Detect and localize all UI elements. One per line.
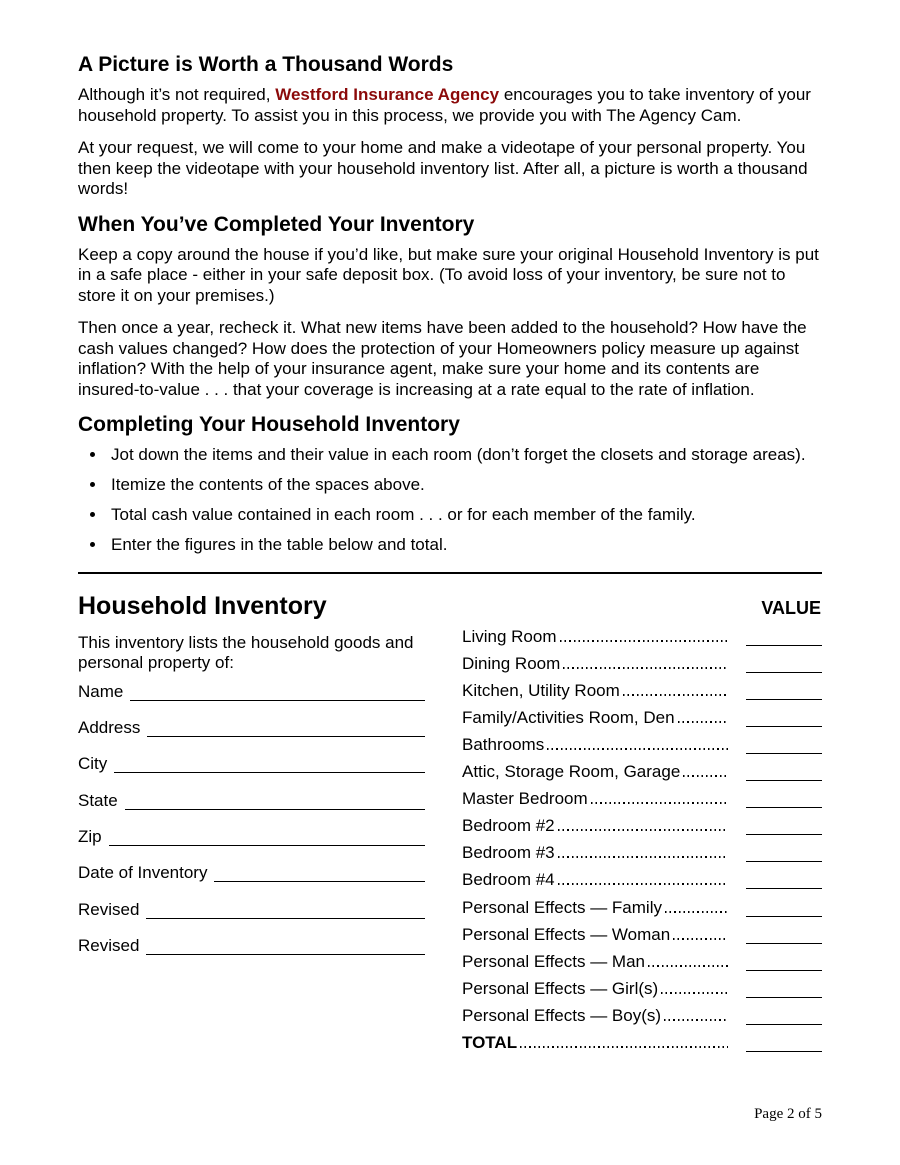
field-label: Address: [78, 717, 141, 737]
section-completing-inventory: [78, 412, 822, 556]
text-run: Although it’s not required,: [78, 85, 276, 104]
row-label: Family/Activities Room, Den: [462, 707, 675, 727]
inventory-row-living-room: [462, 619, 822, 646]
field-blank-line: [146, 953, 425, 955]
row-label: Personal Effects — Family: [462, 897, 662, 917]
section-heading: A Picture is Worth a Thousand Words: [78, 53, 454, 76]
inventory-title: Household Inventory: [78, 591, 327, 620]
dot-leader: [547, 748, 728, 750]
row-label: Kitchen, Utility Room: [462, 680, 620, 700]
text-run: encourages you to take inventory of your household property. To assist you in this process, we provide you with The Agency Cam.: [78, 85, 811, 125]
inventory-row-master-bedroom: [462, 781, 822, 808]
row-label: Personal Effects — Girl(s): [462, 978, 659, 998]
field-row-date-of-inventory: [78, 855, 425, 882]
dot-leader: [683, 775, 728, 777]
field-row-city: [78, 746, 425, 773]
total-label: TOTAL: [462, 1033, 518, 1052]
field-row-state: [78, 783, 425, 810]
inventory-row-effects-man: [462, 944, 822, 971]
dot-leader: [558, 856, 728, 858]
inventory-owner-column: [78, 591, 425, 1053]
row-label: Bathrooms: [462, 734, 545, 754]
row-label: Living Room: [462, 626, 557, 646]
value-blank-line: [746, 1050, 822, 1052]
inventory-row-bathrooms: [462, 727, 822, 754]
field-blank-line: [146, 917, 425, 919]
dot-leader: [664, 1019, 728, 1021]
value-blank-line: [746, 671, 822, 673]
dot-leader: [623, 694, 728, 696]
value-blank-line: [746, 969, 822, 971]
inventory-row-dining-room: [462, 646, 822, 673]
dot-leader: [678, 721, 728, 723]
row-label: Bedroom #3: [462, 843, 555, 863]
field-label: Date of Inventory: [78, 863, 208, 883]
inventory-form: [78, 591, 822, 1053]
inventory-row-effects-woman: [462, 917, 822, 944]
inventory-row-effects-boys: [462, 998, 822, 1025]
field-row-revised-2: [78, 928, 425, 955]
row-label: Attic, Storage Room, Garage: [462, 762, 681, 782]
field-blank-line: [147, 735, 425, 737]
section-divider: [78, 572, 822, 574]
value-blank-line: [746, 752, 822, 754]
field-blank-line: [109, 844, 425, 846]
inventory-row-bedroom-3: [462, 835, 822, 862]
paragraph: [78, 85, 822, 126]
value-blank-line: [746, 942, 822, 944]
paragraph: At your request, we will come to your home and make a videotape of your personal property. You then keep the videotape with your household inventory list. After all, a picture is worth a thousand words!: [78, 138, 808, 198]
section-heading: Completing Your Household Inventory: [78, 413, 460, 436]
dot-leader: [665, 911, 728, 913]
field-blank-line: [214, 880, 425, 882]
page-footer: Page 2 of 5: [754, 1106, 822, 1122]
field-blank-line: [114, 771, 425, 773]
value-blank-line: [746, 887, 822, 889]
dot-leader: [558, 829, 728, 831]
value-blank-line: [746, 996, 822, 998]
value-blank-line: [746, 1023, 822, 1025]
row-label: Personal Effects — Woman: [462, 924, 671, 944]
inventory-row-attic-storage-garage: [462, 754, 822, 781]
section-picture-worth: [78, 52, 822, 200]
dot-leader: [648, 965, 728, 967]
row-label: Bedroom #4: [462, 870, 555, 890]
section-completed-inventory: [78, 212, 822, 401]
field-label: Revised: [78, 899, 140, 919]
value-blank-line: [746, 833, 822, 835]
inventory-values-column: [462, 591, 822, 1053]
field-blank-line: [130, 699, 425, 701]
value-column-header: VALUE: [761, 597, 821, 618]
dot-leader: [560, 640, 729, 642]
section-heading: When You’ve Completed Your Inventory: [78, 212, 475, 236]
dot-leader: [520, 1046, 728, 1048]
paragraph: Keep a copy around the house if you’d like, but make sure your original Household Inventory is put in a safe place - either in your safe deposit box. (To avoid loss of your inventory, be sure not to store it on your premises.): [78, 244, 819, 305]
bullet-list: [78, 445, 822, 556]
row-label: Personal Effects — Boy(s): [462, 1005, 662, 1025]
row-label: Dining Room: [462, 653, 561, 673]
inventory-row-kitchen-utility: [462, 673, 822, 700]
value-blank-line: [746, 915, 822, 917]
field-row-name: [78, 674, 425, 701]
field-row-revised-1: [78, 892, 425, 919]
inventory-row-effects-family: [462, 889, 822, 916]
inventory-intro: This inventory lists the household goods and personal property of:: [78, 632, 414, 672]
bullet-item: • Jot down the items and their value in each room (don’t forget the closets and storage areas).: [107, 445, 822, 466]
agency-name: Westford Insurance Agency: [275, 85, 500, 104]
field-label: City: [78, 754, 108, 774]
value-blank-line: [746, 779, 822, 781]
bullet-item: • Enter the figures in the table below and total.: [107, 535, 822, 556]
value-blank-line: [746, 725, 822, 727]
dot-leader: [661, 992, 728, 994]
row-label: Master Bedroom: [462, 789, 588, 809]
field-row-zip: [78, 819, 425, 846]
owner-fields: [78, 674, 425, 956]
field-label: State: [78, 790, 118, 810]
row-label: Bedroom #2: [462, 816, 555, 836]
dot-leader: [673, 938, 728, 940]
bullet-item: • Itemize the contents of the spaces above.: [107, 475, 822, 496]
value-blank-line: [746, 644, 822, 646]
field-row-address: [78, 710, 425, 737]
inventory-row-effects-girls: [462, 971, 822, 998]
value-blank-line: [746, 860, 822, 862]
paragraph: Then once a year, recheck it. What new items have been added to the household? How have the cash values changed? How does the protection of your Homeowners policy measure up against inflation? With the help of your insurance agent, make sure your home and its contents are insured-to-value . . . that your coverage is increasing at a rate equal to the rate of inflation.: [78, 318, 807, 399]
inventory-row-bedroom-2: [462, 808, 822, 835]
dot-leader: [558, 883, 728, 885]
value-blank-line: [746, 698, 822, 700]
dot-leader: [591, 802, 728, 804]
bullet-item: • Total cash value contained in each room . . . or for each member of the family.: [107, 505, 822, 526]
value-blank-line: [746, 806, 822, 808]
dot-leader: [563, 667, 728, 669]
field-label: Zip: [78, 827, 102, 847]
field-label: Name: [78, 681, 124, 701]
inventory-row-total: [462, 1025, 822, 1052]
field-blank-line: [125, 808, 425, 810]
field-label: Revised: [78, 936, 140, 956]
row-label: Personal Effects — Man: [462, 951, 645, 971]
inventory-row-family-room-den: [462, 700, 822, 727]
inventory-row-bedroom-4: [462, 862, 822, 889]
